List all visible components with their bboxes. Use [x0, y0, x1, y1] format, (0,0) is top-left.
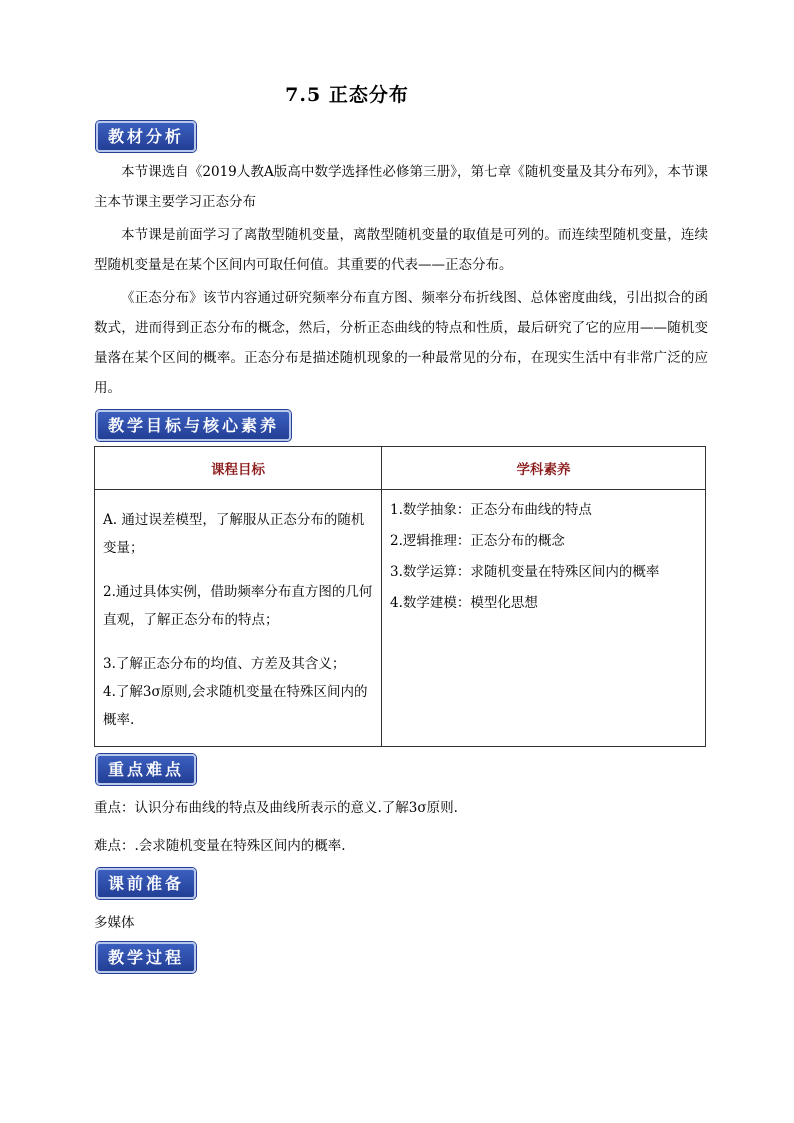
section-tag-goals: 教学目标与核心素养	[96, 410, 291, 441]
preparation-content: 多媒体	[94, 915, 135, 931]
objective-item: 2.通过具体实例，借助频率分布直方图的几何直观，了解正态分布的特点；	[103, 584, 373, 628]
competency-item: 1.数学抽象：正态分布曲线的特点	[390, 502, 592, 518]
competency-item: 3.数学运算：求随机变量在特殊区间内的概率	[390, 564, 660, 580]
analysis-paragraph-3: 《正态分布》该节内容通过研究频率分布直方图、频率分布折线图、总体密度曲线，引出拟合的函数式，进而得到正态分布的概念，然后，分析正态曲线的特点和性质，最后研究了它的应用——随机变量落在某个区间的概率。正态分布是描述随机现象的一种最常见的分布，在现实生活中有非常广泛的应用。	[94, 290, 708, 396]
objective-item: 4.了解3σ原则,会求随机变量在特殊区间内的概率.	[103, 684, 368, 728]
section-tag-process: 教学过程	[96, 942, 196, 973]
competency-item: 4.数学建模：模型化思想	[390, 595, 538, 611]
analysis-paragraph-1: 本节课选自《2019人教A版高中数学选择性必修第三册》，第七章《随机变量及其分布列》，本节课主本节课主要学习正态分布	[94, 164, 708, 210]
key-point-text: 重点：认识分布曲线的特点及曲线所表示的意义.了解3σ原则.	[94, 800, 458, 816]
goals-header-competencies: 学科素养	[382, 447, 706, 490]
section-tag-preparation: 课前准备	[96, 868, 196, 899]
goals-header-objectives: 课程目标	[95, 447, 382, 490]
document-title: 7.5 正态分布	[285, 84, 409, 106]
goals-table-body-row	[95, 490, 706, 747]
analysis-paragraph-2: 本节课是前面学习了离散型随机变量，离散型随机变量的取值是可列的。而连续型随机变量，连续型随机变量是在某个区间内可取任何值。其重要的代表——正态分布。	[94, 227, 708, 273]
objective-item: A. 通过误差模型，了解服从正态分布的随机变量；	[103, 512, 365, 556]
goals-table-header-row	[95, 447, 706, 490]
objective-item: 3.了解正态分布的均值、方差及其含义；	[103, 656, 346, 672]
section-tag-analysis: 教材分析	[96, 121, 196, 152]
competencies-cell	[382, 490, 706, 747]
goals-table	[94, 446, 706, 747]
objectives-cell	[95, 490, 382, 747]
difficult-point-text: 难点：.会求随机变量在特殊区间内的概率.	[94, 838, 346, 854]
competency-item: 2.逻辑推理：正态分布的概念	[390, 533, 565, 549]
section-tag-key-points: 重点难点	[96, 754, 196, 785]
